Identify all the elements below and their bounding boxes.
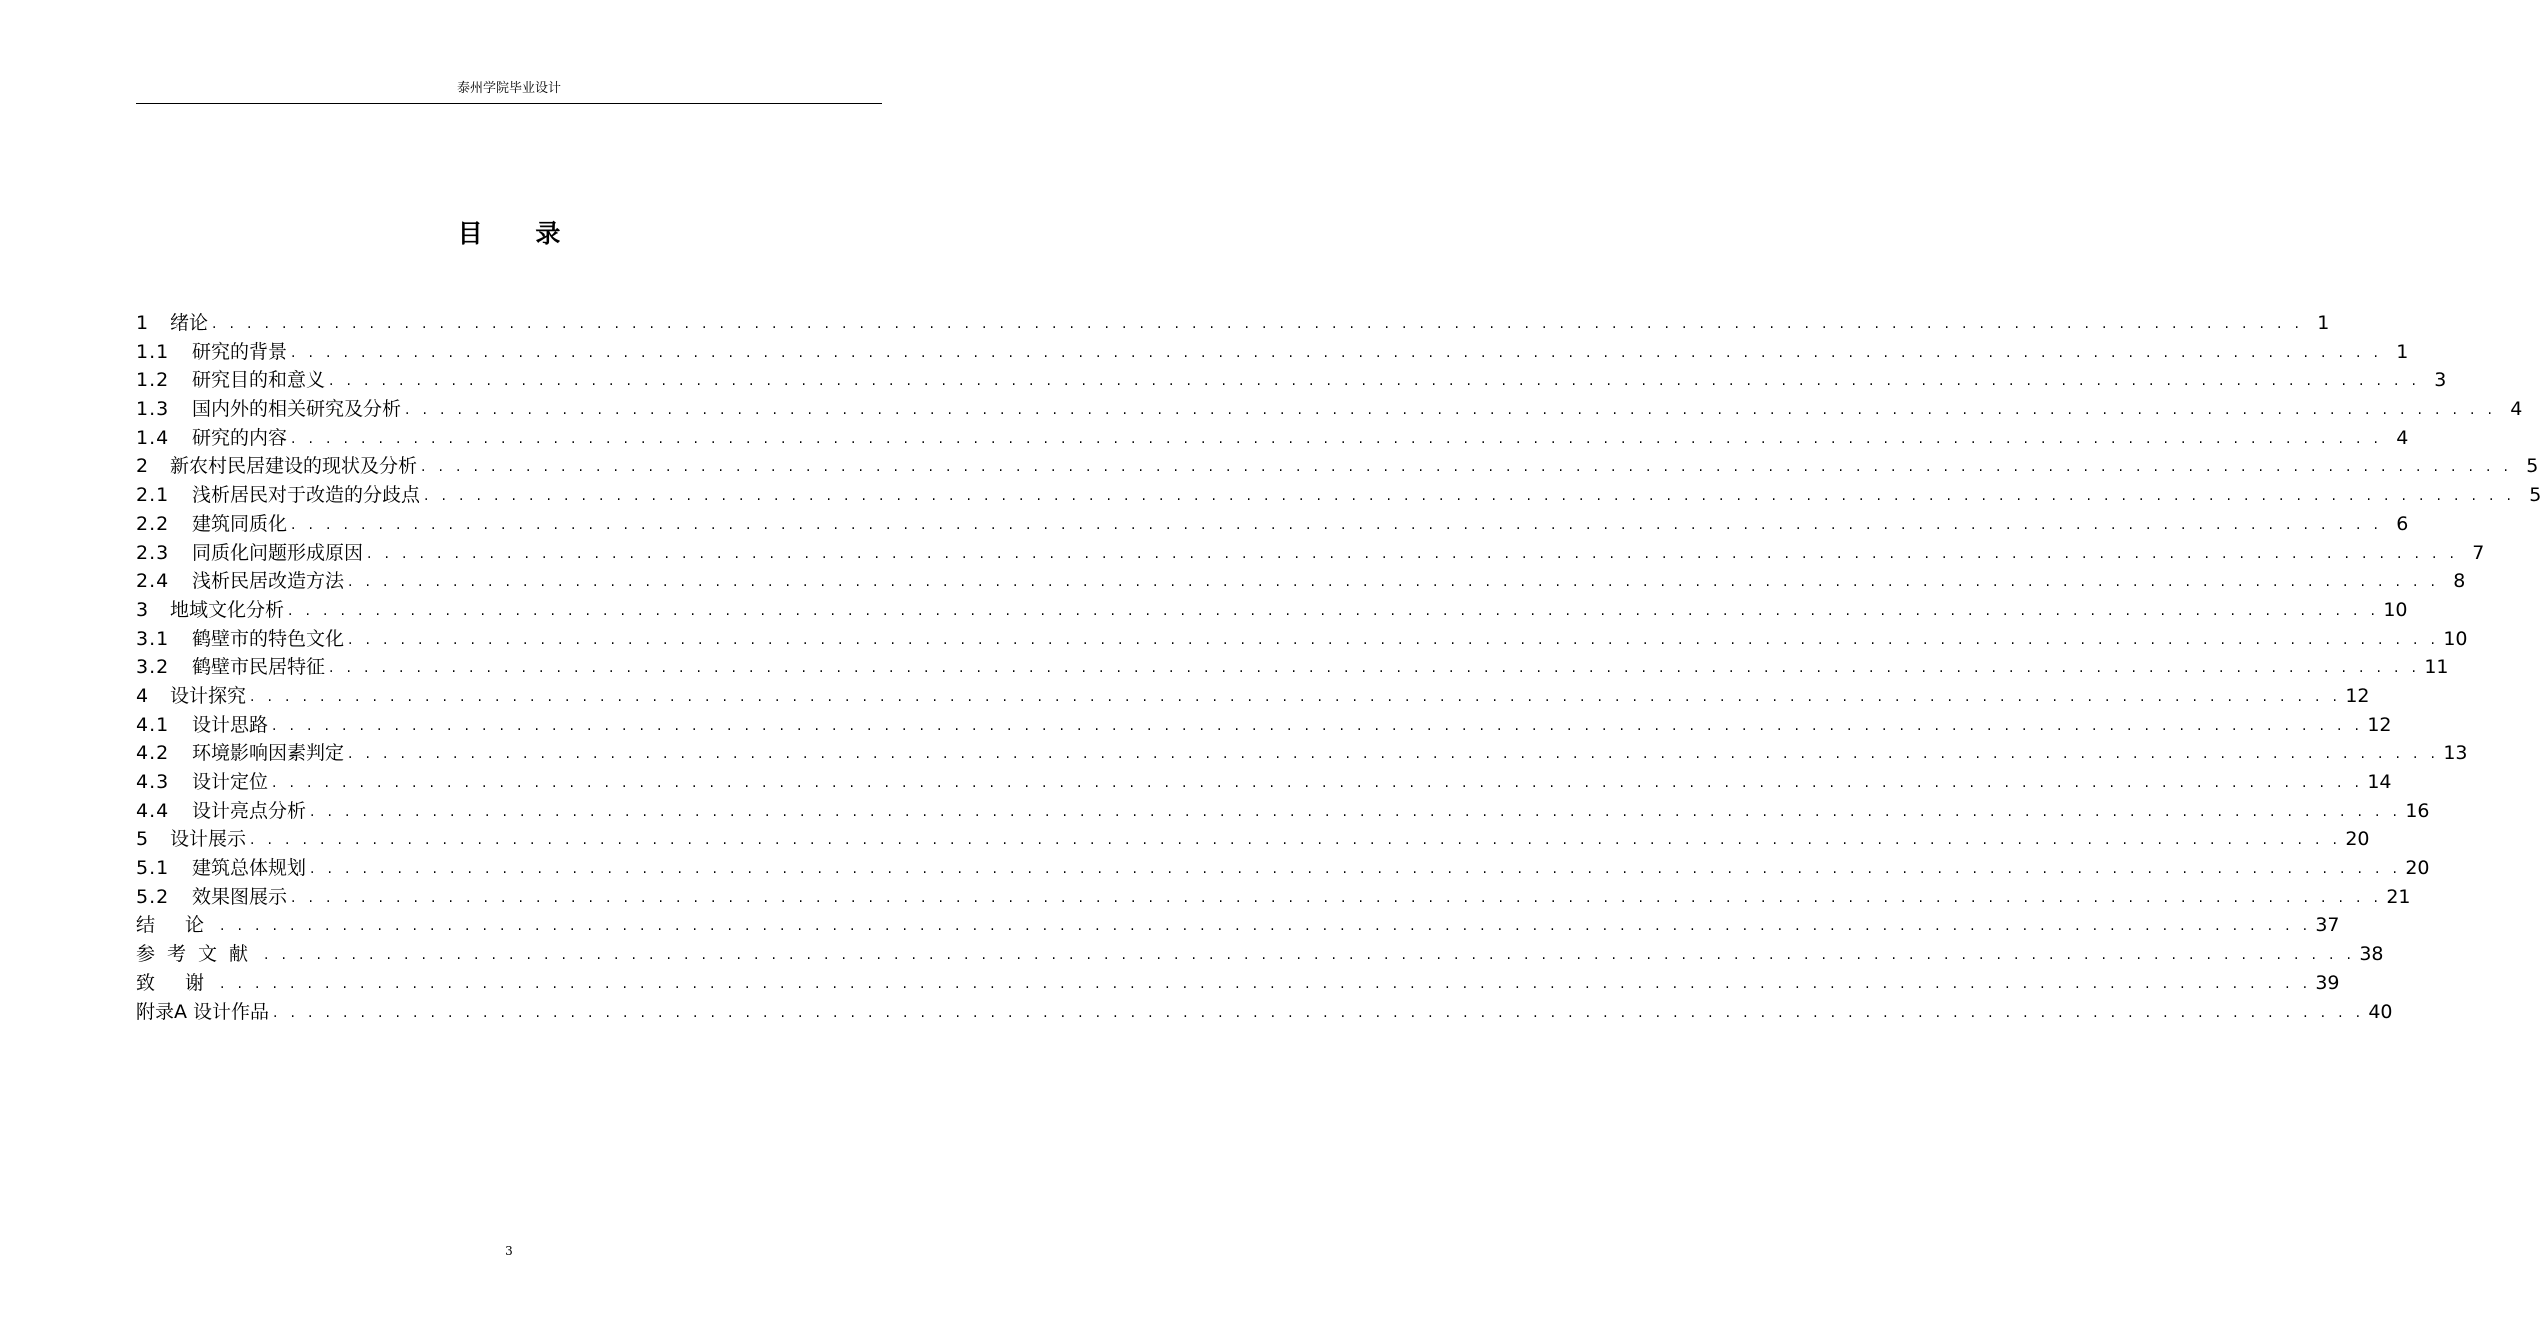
toc-entry[interactable] <box>136 797 2430 826</box>
page-number: 3 <box>505 1244 513 1258</box>
toc-entry[interactable] <box>136 711 2392 740</box>
toc-entry-number: 3.2 <box>136 656 170 679</box>
toc-entry[interactable] <box>136 768 2392 797</box>
toc-entry-page: 20 <box>2405 857 2430 880</box>
toc-entry[interactable] <box>136 567 2466 596</box>
toc-entry[interactable] <box>136 825 2370 854</box>
toc-entry-page: 5 <box>2526 455 2539 478</box>
toc-entry-label <box>136 854 306 882</box>
toc-entry[interactable] <box>136 682 2370 711</box>
toc-entry-text: 同质化问题形成原因 <box>192 541 364 564</box>
toc-entry-number: 5.2 <box>136 885 170 908</box>
table-of-contents <box>136 309 2541 1026</box>
toc-entry-text: 参考文献 <box>136 943 261 966</box>
toc-entry-text: 效果图展示 <box>192 885 288 908</box>
toc-entry-label <box>136 883 287 911</box>
toc-entry-page: 40 <box>2368 1000 2393 1023</box>
toc-entry-label <box>136 452 417 480</box>
toc-dot-leader: . . . . . . . . . . . . . . . . . . . . . . . . . . . . . . . . . . . . . . . . . . . . . . . . . . . . . . . . . . . . . . . . . . . . . . . . . . . . . . . . . . . . . . . . . . . . . . . . . . . . . . . . . . . . . . . . . . . . . . . . <box>220 975 2312 992</box>
toc-dot-leader: . . . . . . . . . . . . . . . . . . . . . . . . . . . . . . . . . . . . . . . . . . . . . . . . . . . . . . . . . . . . . . . . . . . . . . . . . . . . . . . . . . . . . . . . . . . . . . . . . . . . . . . . . . . . . . . . . . . . . . . . <box>291 516 2383 533</box>
toc-entry-page: 4 <box>2396 426 2409 449</box>
toc-entry-label <box>136 510 287 538</box>
toc-entry-page: 1 <box>2396 340 2409 363</box>
toc-entry[interactable] <box>136 309 2330 338</box>
toc-entry-label <box>136 711 268 739</box>
toc-entry-label <box>136 797 306 825</box>
toc-entry-text: 设计亮点分析 <box>192 799 307 822</box>
toc-title: 目 录 <box>457 219 583 248</box>
toc-entry-number: 4.3 <box>136 771 170 793</box>
toc-entry-label <box>136 567 344 595</box>
toc-entry-page: 5 <box>2529 484 2541 507</box>
toc-entry-label <box>136 481 420 509</box>
toc-entry-text: 设计思路 <box>192 713 269 736</box>
toc-entry-page: 10 <box>2383 598 2408 621</box>
toc-entry-number: 2 <box>136 455 150 478</box>
toc-entry-text: 建筑同质化 <box>192 512 288 535</box>
toc-entry[interactable] <box>136 969 2340 998</box>
toc-dot-leader: . . . . . . . . . . . . . . . . . . . . . . . . . . . . . . . . . . . . . . . . . . . . . . . . . . . . . . . . . . . . . . . . . . . . . . . . . . . . . . . . . . . . . . . . . . . . . . . . . . . . . . . . . . . . . . . . . . . . . . . . <box>250 688 2342 705</box>
toc-entry-page: 6 <box>2396 512 2409 535</box>
toc-entry-label <box>136 596 284 624</box>
toc-entry[interactable] <box>136 510 2409 539</box>
toc-dot-leader: . . . . . . . . . . . . . . . . . . . . . . . . . . . . . . . . . . . . . . . . . . . . . . . . . . . . . . . . . . . . . . . . . . . . . . . . . . . . . . . . . . . . . . . . . . . . . . . . . . . . . . . . . . . . . . . . . . . . . . . . <box>212 316 2304 332</box>
toc-entry-number: 5.1 <box>136 857 170 880</box>
toc-entry-number: 4 <box>136 684 150 707</box>
toc-entry-text: 设计展示 <box>170 828 247 851</box>
toc-entry-page: 11 <box>2424 656 2449 679</box>
toc-entry-page: 20 <box>2345 828 2370 851</box>
toc-entry-number: 2.1 <box>136 484 170 507</box>
toc-entry-page: 16 <box>2405 799 2430 822</box>
toc-entry[interactable] <box>136 940 2384 969</box>
toc-entry[interactable] <box>136 395 2523 424</box>
toc-entry[interactable] <box>136 625 2468 654</box>
toc-entry-label <box>136 366 325 394</box>
toc-entry-text: 研究目的和意义 <box>192 369 326 392</box>
toc-dot-leader: . . . . . . . . . . . . . . . . . . . . . . . . . . . . . . . . . . . . . . . . . . . . . . . . . . . . . . . . . . . . . . . . . . . . . . . . . . . . . . . . . . . . . . . . . . . . . . . . . . . . . . . . . . . . . . . . . . . . . . . . <box>367 545 2459 562</box>
toc-entry-number: 2.3 <box>136 541 170 564</box>
toc-entry-label <box>136 998 269 1026</box>
toc-entry-text: 致 谢 <box>136 971 217 994</box>
toc-entry[interactable] <box>136 883 2411 912</box>
toc-dot-leader: . . . . . . . . . . . . . . . . . . . . . . . . . . . . . . . . . . . . . . . . . . . . . . . . . . . . . . . . . . . . . . . . . . . . . . . . . . . . . . . . . . . . . . . . . . . . . . . . . . . . . . . . . . . . . . . . . . . . . . . . <box>291 430 2383 447</box>
toc-dot-leader: . . . . . . . . . . . . . . . . . . . . . . . . . . . . . . . . . . . . . . . . . . . . . . . . . . . . . . . . . . . . . . . . . . . . . . . . . . . . . . . . . . . . . . . . . . . . . . . . . . . . . . . . . . . . . . . . . . . . . . . . <box>272 717 2364 734</box>
toc-entry[interactable] <box>136 854 2430 883</box>
toc-entry-label <box>136 911 216 939</box>
toc-entry-text: 建筑总体规划 <box>192 857 307 880</box>
toc-entry-text: 绪论 <box>170 312 209 334</box>
toc-entry-text: 附录A 设计作品 <box>136 1000 270 1023</box>
toc-dot-leader: . . . . . . . . . . . . . . . . . . . . . . . . . . . . . . . . . . . . . . . . . . . . . . . . . . . . . . . . . . . . . . . . . . . . . . . . . . . . . . . . . . . . . . . . . . . . . . . . . . . . . . . . . . . . . . . . . . . . . . . . <box>348 746 2440 763</box>
toc-entry-text: 研究的背景 <box>192 340 288 363</box>
toc-entry-label <box>136 653 325 681</box>
toc-entry-number: 1.2 <box>136 369 170 392</box>
toc-entry-page: 1 <box>2317 312 2330 334</box>
toc-entry[interactable] <box>136 739 2468 768</box>
toc-entry-page: 38 <box>2359 943 2384 966</box>
toc-entry-page: 8 <box>2453 570 2466 593</box>
toc-entry-label <box>136 682 246 710</box>
toc-entry[interactable] <box>136 911 2340 940</box>
toc-entry-label <box>136 969 216 997</box>
toc-dot-leader: . . . . . . . . . . . . . . . . . . . . . . . . . . . . . . . . . . . . . . . . . . . . . . . . . . . . . . . . . . . . . . . . . . . . . . . . . . . . . . . . . . . . . . . . . . . . . . . . . . . . . . . . . . . . . . . . . . . . . . . . <box>310 861 2402 878</box>
toc-entry-text: 国内外的相关研究及分析 <box>192 398 402 421</box>
toc-entry[interactable] <box>136 539 2485 568</box>
toc-entry-text: 设计探究 <box>170 684 247 707</box>
toc-entry[interactable] <box>136 366 2447 395</box>
toc-entry-page: 39 <box>2315 971 2340 994</box>
toc-entry-label <box>136 309 208 337</box>
toc-entry-page: 13 <box>2443 742 2468 765</box>
toc-dot-leader: . . . . . . . . . . . . . . . . . . . . . . . . . . . . . . . . . . . . . . . . . . . . . . . . . . . . . . . . . . . . . . . . . . . . . . . . . . . . . . . . . . . . . . . . . . . . . . . . . . . . . . . . . . . . . . . . . . . . . . . . <box>329 660 2421 677</box>
toc-entry-page: 14 <box>2367 771 2392 793</box>
toc-entry[interactable] <box>136 653 2449 682</box>
toc-entry[interactable] <box>136 452 2539 481</box>
toc-entry-page: 37 <box>2315 914 2340 937</box>
toc-dot-leader: . . . . . . . . . . . . . . . . . . . . . . . . . . . . . . . . . . . . . . . . . . . . . . . . . . . . . . . . . . . . . . . . . . . . . . . . . . . . . . . . . . . . . . . . . . . . . . . . . . . . . . . . . . . . . . . . . . . . . . . . <box>273 1004 2365 1021</box>
toc-entry-number: 3 <box>136 598 150 621</box>
toc-entry-number: 4.1 <box>136 713 170 736</box>
toc-entry-label <box>136 768 268 796</box>
toc-dot-leader: . . . . . . . . . . . . . . . . . . . . . . . . . . . . . . . . . . . . . . . . . . . . . . . . . . . . . . . . . . . . . . . . . . . . . . . . . . . . . . . . . . . . . . . . . . . . . . . . . . . . . . . . . . . . . . . . . . . . . . . . <box>264 947 2356 964</box>
toc-entry-number: 2.4 <box>136 570 170 593</box>
toc-entry-page: 7 <box>2472 541 2485 564</box>
toc-entry-label <box>136 539 363 567</box>
toc-entry-label <box>136 424 287 452</box>
toc-entry-number: 1 <box>136 312 150 334</box>
toc-entry-text: 结 论 <box>136 914 217 937</box>
toc-dot-leader: . . . . . . . . . . . . . . . . . . . . . . . . . . . . . . . . . . . . . . . . . . . . . . . . . . . . . . . . . . . . . . . . . . . . . . . . . . . . . . . . . . . . . . . . . . . . . . . . . . . . . . . . . . . . . . . . . . . . . . . . <box>291 889 2383 906</box>
toc-entry-text: 地域文化分析 <box>170 598 285 621</box>
toc-entry-number: 4.4 <box>136 799 170 822</box>
toc-entry-text: 鹤壁市的特色文化 <box>192 627 345 650</box>
toc-entry-page: 3 <box>2434 369 2447 392</box>
toc-entry[interactable] <box>136 596 2408 625</box>
toc-entry-page: 21 <box>2386 885 2411 908</box>
toc-entry[interactable] <box>136 481 2541 510</box>
toc-entry-label <box>136 395 401 423</box>
toc-entry-text: 鹤壁市民居特征 <box>192 656 326 679</box>
toc-dot-leader: . . . . . . . . . . . . . . . . . . . . . . . . . . . . . . . . . . . . . . . . . . . . . . . . . . . . . . . . . . . . . . . . . . . . . . . . . . . . . . . . . . . . . . . . . . . . . . . . . . . . . . . . . . . . . . . . . . . . . . . . <box>424 488 2516 505</box>
toc-entry-page: 10 <box>2443 627 2468 650</box>
toc-entry-page: 12 <box>2345 684 2370 707</box>
toc-dot-leader: . . . . . . . . . . . . . . . . . . . . . . . . . . . . . . . . . . . . . . . . . . . . . . . . . . . . . . . . . . . . . . . . . . . . . . . . . . . . . . . . . . . . . . . . . . . . . . . . . . . . . . . . . . . . . . . . . . . . . . . . <box>250 832 2342 849</box>
toc-dot-leader: . . . . . . . . . . . . . . . . . . . . . . . . . . . . . . . . . . . . . . . . . . . . . . . . . . . . . . . . . . . . . . . . . . . . . . . . . . . . . . . . . . . . . . . . . . . . . . . . . . . . . . . . . . . . . . . . . . . . . . . . <box>310 803 2402 820</box>
toc-entry-text: 新农村民居建设的现状及分析 <box>170 455 418 478</box>
toc-entry-page: 12 <box>2367 713 2392 736</box>
toc-dot-leader: . . . . . . . . . . . . . . . . . . . . . . . . . . . . . . . . . . . . . . . . . . . . . . . . . . . . . . . . . . . . . . . . . . . . . . . . . . . . . . . . . . . . . . . . . . . . . . . . . . . . . . . . . . . . . . . . . . . . . . . . <box>329 373 2421 390</box>
toc-entry-text: 环境影响因素判定 <box>192 742 345 765</box>
toc-entry-text: 浅析居民对于改造的分歧点 <box>192 484 421 507</box>
toc-dot-leader: . . . . . . . . . . . . . . . . . . . . . . . . . . . . . . . . . . . . . . . . . . . . . . . . . . . . . . . . . . . . . . . . . . . . . . . . . . . . . . . . . . . . . . . . . . . . . . . . . . . . . . . . . . . . . . . . . . . . . . . . <box>405 402 2497 419</box>
toc-dot-leader: . . . . . . . . . . . . . . . . . . . . . . . . . . . . . . . . . . . . . . . . . . . . . . . . . . . . . . . . . . . . . . . . . . . . . . . . . . . . . . . . . . . . . . . . . . . . . . . . . . . . . . . . . . . . . . . . . . . . . . . . <box>348 631 2440 648</box>
toc-entry-label <box>136 338 287 366</box>
toc-entry-label <box>136 940 260 968</box>
toc-entry-number: 3.1 <box>136 627 170 650</box>
toc-entry[interactable] <box>136 998 2393 1027</box>
toc-entry-number: 4.2 <box>136 742 170 765</box>
toc-entry-page: 4 <box>2510 398 2523 421</box>
toc-dot-leader: . . . . . . . . . . . . . . . . . . . . . . . . . . . . . . . . . . . . . . . . . . . . . . . . . . . . . . . . . . . . . . . . . . . . . . . . . . . . . . . . . . . . . . . . . . . . . . . . . . . . . . . . . . . . . . . . . . . . . . . . <box>291 344 2383 361</box>
toc-entry-text: 浅析民居改造方法 <box>192 570 345 593</box>
toc-dot-leader: . . . . . . . . . . . . . . . . . . . . . . . . . . . . . . . . . . . . . . . . . . . . . . . . . . . . . . . . . . . . . . . . . . . . . . . . . . . . . . . . . . . . . . . . . . . . . . . . . . . . . . . . . . . . . . . . . . . . . . . . <box>220 918 2312 935</box>
toc-entry-number: 2.2 <box>136 512 170 535</box>
running-header: 泰州学院毕业设计 <box>456 81 561 96</box>
toc-dot-leader: . . . . . . . . . . . . . . . . . . . . . . . . . . . . . . . . . . . . . . . . . . . . . . . . . . . . . . . . . . . . . . . . . . . . . . . . . . . . . . . . . . . . . . . . . . . . . . . . . . . . . . . . . . . . . . . . . . . . . . . . <box>288 602 2380 619</box>
toc-entry-label <box>136 739 344 767</box>
toc-entry-text: 研究的内容 <box>192 426 288 449</box>
toc-entry[interactable] <box>136 338 2409 367</box>
toc-entry[interactable] <box>136 424 2409 453</box>
toc-entry-number: 1.4 <box>136 426 170 449</box>
toc-entry-number: 1.1 <box>136 340 170 363</box>
toc-dot-leader: . . . . . . . . . . . . . . . . . . . . . . . . . . . . . . . . . . . . . . . . . . . . . . . . . . . . . . . . . . . . . . . . . . . . . . . . . . . . . . . . . . . . . . . . . . . . . . . . . . . . . . . . . . . . . . . . . . . . . . . . <box>272 775 2364 791</box>
header-rule <box>136 103 882 104</box>
toc-dot-leader: . . . . . . . . . . . . . . . . . . . . . . . . . . . . . . . . . . . . . . . . . . . . . . . . . . . . . . . . . . . . . . . . . . . . . . . . . . . . . . . . . . . . . . . . . . . . . . . . . . . . . . . . . . . . . . . . . . . . . . . . <box>348 574 2440 591</box>
toc-entry-number: 5 <box>136 828 150 851</box>
toc-entry-label <box>136 625 344 653</box>
toc-entry-text: 设计定位 <box>192 771 269 793</box>
toc-dot-leader: . . . . . . . . . . . . . . . . . . . . . . . . . . . . . . . . . . . . . . . . . . . . . . . . . . . . . . . . . . . . . . . . . . . . . . . . . . . . . . . . . . . . . . . . . . . . . . . . . . . . . . . . . . . . . . . . . . . . . . . . <box>421 459 2513 476</box>
toc-entry-number: 1.3 <box>136 398 170 421</box>
toc-entry-label <box>136 825 246 853</box>
